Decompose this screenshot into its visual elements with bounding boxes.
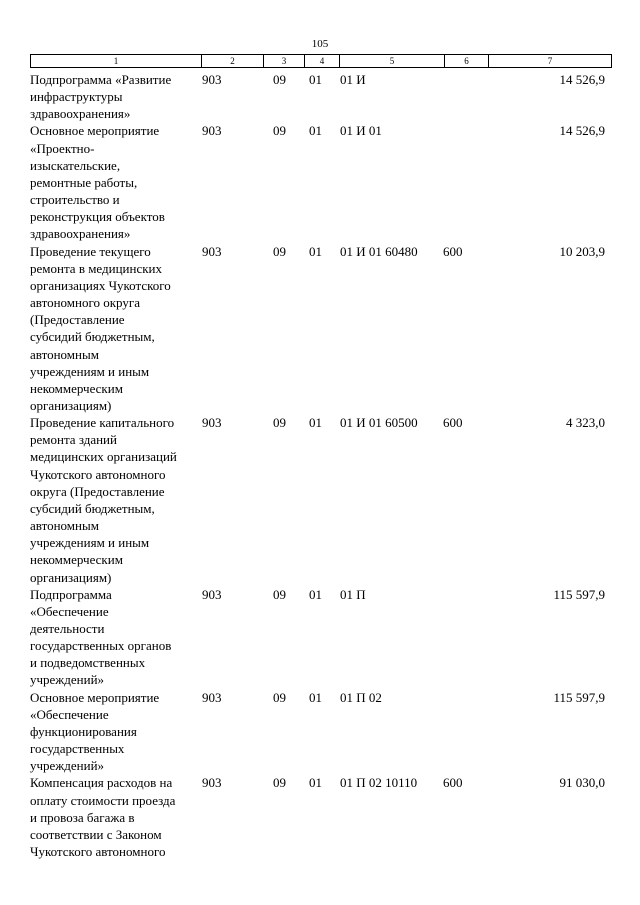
row-section: 09 <box>273 586 286 602</box>
row-subsection: 01 <box>309 586 322 602</box>
row-name-line: учреждениям и иным <box>30 535 150 551</box>
row-name-line: ремонта в медицинских <box>30 260 163 276</box>
header-row <box>31 55 612 68</box>
row-subsection: 01 <box>309 775 322 791</box>
row-name-line: государственных <box>30 741 125 757</box>
row-code: 903 <box>202 243 222 259</box>
row-expense-type: 600 <box>443 415 463 431</box>
row-target-article: 01 П 02 10110 <box>340 775 418 791</box>
row-name-line: медицинских организаций <box>30 449 177 465</box>
row-name-line: автономным <box>30 346 99 362</box>
row-target-article: 01 И 01 60500 <box>340 415 418 431</box>
table-row <box>30 414 611 586</box>
row-subsection: 01 <box>309 72 322 87</box>
row-name-line: «Обеспечение <box>30 706 109 722</box>
row-name-line: организациям) <box>30 397 112 413</box>
header-col-7: 7 <box>489 55 612 68</box>
row-name-line: организациям) <box>30 569 112 585</box>
row-name-line: оплату стоимости проезда <box>30 792 176 808</box>
table-row <box>30 774 611 860</box>
row-code: 903 <box>202 123 222 139</box>
row-subsection: 01 <box>309 243 322 259</box>
header-col-2: 2 <box>202 55 264 68</box>
row-subsection: 01 <box>309 689 322 705</box>
row-name-line: строительство и <box>30 192 120 208</box>
row-name-line: Подпрограмма <box>30 586 112 602</box>
row-name-line: субсидий бюджетным, <box>30 500 155 516</box>
row-name-line: некоммерческим <box>30 380 123 396</box>
row-name-line: деятельности <box>30 621 105 636</box>
row-amount: 91 030,0 <box>559 775 605 791</box>
row-name-line: Основное мероприятие <box>30 689 160 705</box>
row-name-line: Чукотского автономного <box>30 844 166 860</box>
row-name-line: изыскательские, <box>30 157 121 173</box>
row-name <box>30 414 202 586</box>
row-section: 09 <box>273 123 286 139</box>
row-expense-type: 600 <box>443 775 463 791</box>
row-name-line: Подпрограмма «Развитие <box>30 72 172 87</box>
row-name <box>30 774 202 860</box>
row-amount: 14 526,9 <box>559 72 605 87</box>
row-name-line: и провоза багажа в <box>30 809 135 825</box>
row-name <box>30 243 202 415</box>
row-name-line: государственных органов <box>30 638 172 654</box>
row-code: 903 <box>202 72 222 87</box>
row-name <box>30 71 202 122</box>
row-name-line: учреждений» <box>30 672 105 688</box>
row-name-line: здравоохранения» <box>30 106 131 122</box>
row-name-line: ремонтные работы, <box>30 174 138 190</box>
row-name-line: «Обеспечение <box>30 603 109 619</box>
row-section: 09 <box>273 243 286 259</box>
row-name-line: функционирования <box>30 723 137 739</box>
table-row <box>30 689 611 775</box>
row-target-article: 01 П <box>340 586 366 602</box>
row-name-line: Основное мероприятие <box>30 123 160 139</box>
row-name-line: учреждений» <box>30 758 105 774</box>
row-name <box>30 689 202 775</box>
row-code: 903 <box>202 775 222 791</box>
header-col-6: 6 <box>445 55 489 68</box>
row-amount: 115 597,9 <box>553 586 605 602</box>
row-target-article: 01 П 02 <box>340 689 382 705</box>
row-name-line: Компенсация расходов на <box>30 775 173 791</box>
table-row <box>30 586 611 689</box>
budget-table-body <box>30 71 611 860</box>
header-col-1: 1 <box>31 55 202 68</box>
table-row <box>30 122 611 242</box>
row-amount: 4 323,0 <box>566 415 605 431</box>
row-name-line: (Предоставление <box>30 312 125 328</box>
row-name-line: автономным <box>30 518 99 534</box>
header-col-3: 3 <box>264 55 305 68</box>
row-name-line: здравоохранения» <box>30 226 131 242</box>
row-section: 09 <box>273 415 286 431</box>
row-name-line: ремонта зданий <box>30 432 117 448</box>
row-subsection: 01 <box>309 415 322 431</box>
row-subsection: 01 <box>309 123 322 139</box>
row-name-line: округа (Предоставление <box>30 483 165 499</box>
column-number-header <box>30 54 612 68</box>
row-name-line: реконструкция объектов <box>30 209 165 225</box>
header-col-5: 5 <box>340 55 445 68</box>
row-name <box>30 122 202 242</box>
row-target-article: 01 И 01 <box>340 123 382 139</box>
row-amount: 14 526,9 <box>559 123 605 139</box>
row-name-line: Проведение текущего <box>30 243 151 259</box>
row-code: 903 <box>202 586 222 602</box>
row-name-line: Чукотского автономного <box>30 466 166 482</box>
row-name-line: и подведомственных <box>30 655 146 671</box>
row-section: 09 <box>273 72 286 87</box>
row-section: 09 <box>273 775 286 791</box>
row-amount: 10 203,9 <box>559 243 605 259</box>
row-name-line: учреждениям и иным <box>30 363 150 379</box>
row-name-line: организациях Чукотского <box>30 277 171 293</box>
table-row <box>30 71 611 122</box>
row-code: 903 <box>202 689 222 705</box>
row-name-line: субсидий бюджетным, <box>30 329 155 345</box>
row-name <box>30 586 202 689</box>
row-amount: 115 597,9 <box>553 689 605 705</box>
table-row <box>30 243 611 415</box>
header-col-4: 4 <box>305 55 340 68</box>
row-section: 09 <box>273 689 286 705</box>
row-name-line: Проведение капитального <box>30 415 175 431</box>
row-target-article: 01 И 01 60480 <box>340 243 418 259</box>
row-code: 903 <box>202 415 222 431</box>
page-number: 105 <box>311 38 329 50</box>
row-name-line: автономного округа <box>30 295 140 311</box>
row-name-line: некоммерческим <box>30 552 123 568</box>
row-expense-type: 600 <box>443 243 463 259</box>
row-name-line: инфраструктуры <box>30 89 123 105</box>
row-name-line: соответствии с Законом <box>30 826 162 842</box>
row-target-article: 01 И <box>340 72 366 87</box>
row-name-line: «Проектно- <box>30 140 95 156</box>
